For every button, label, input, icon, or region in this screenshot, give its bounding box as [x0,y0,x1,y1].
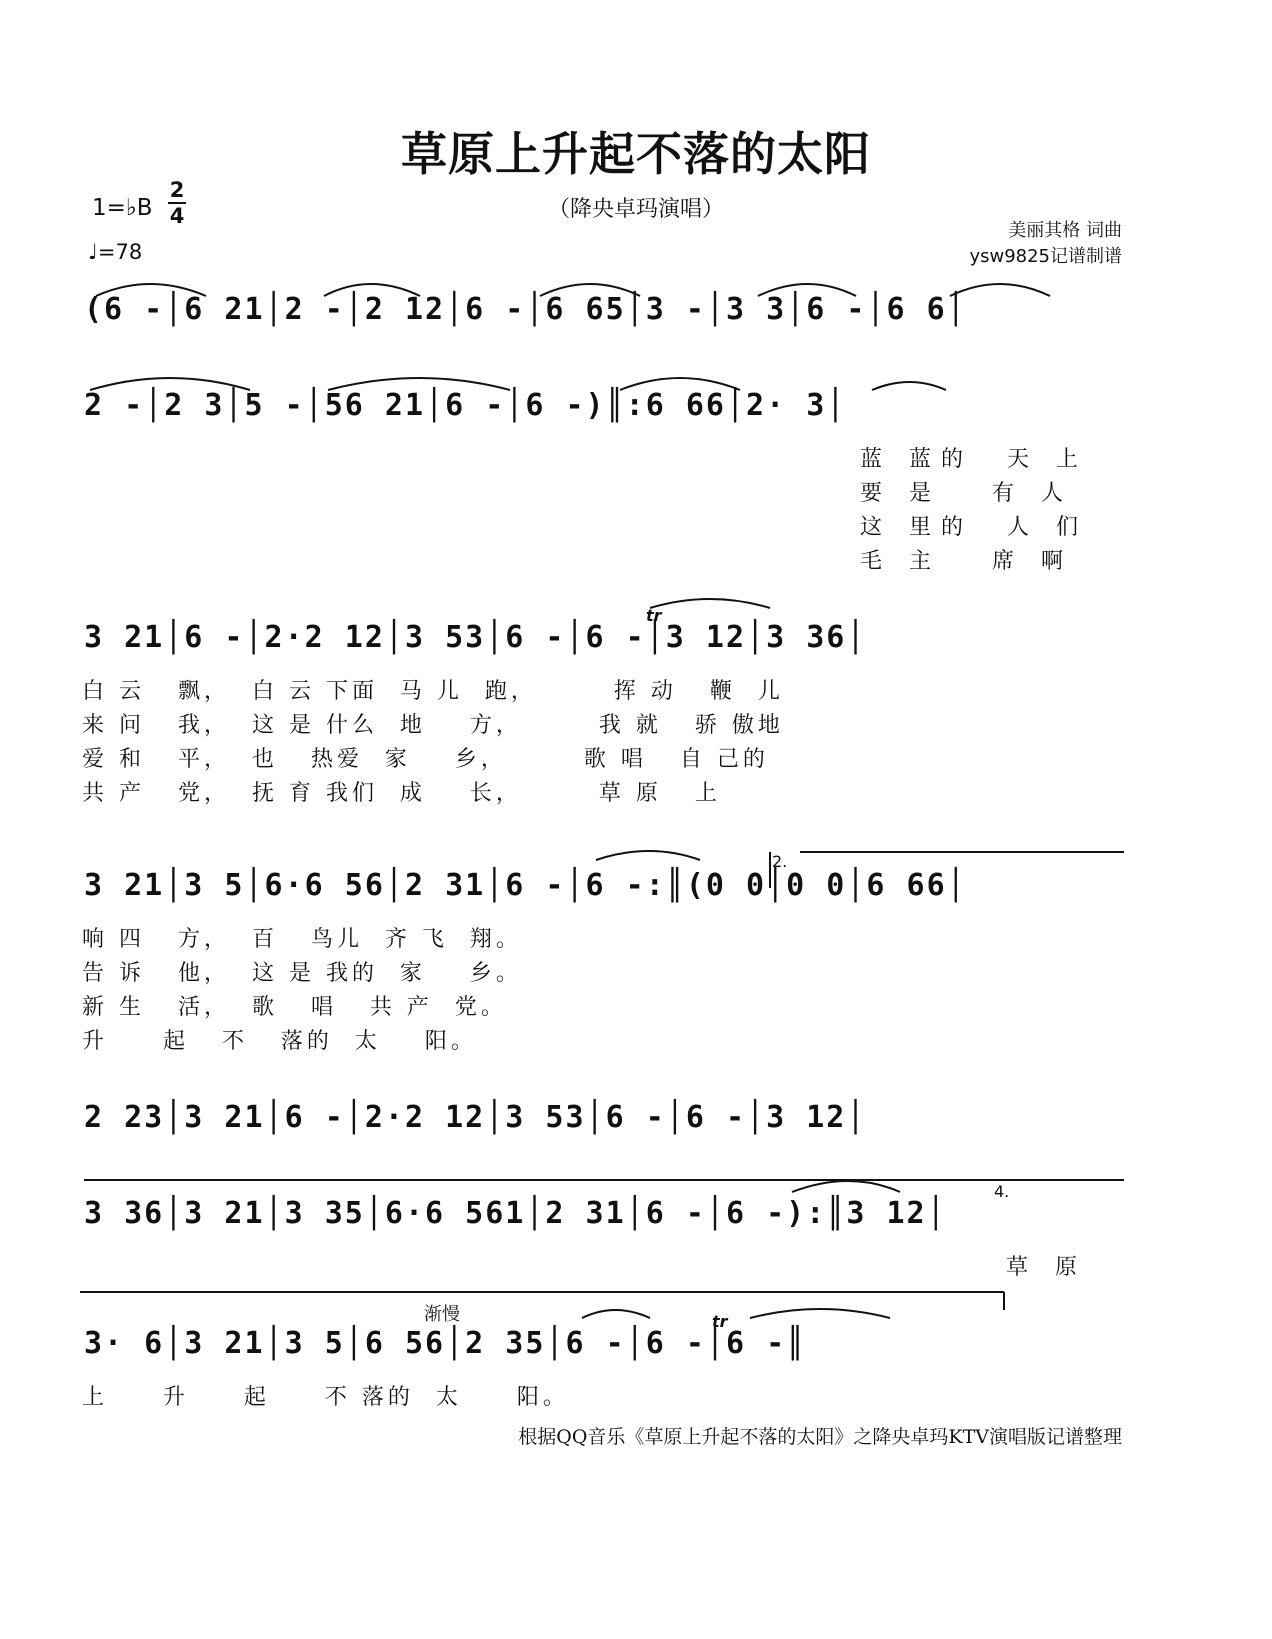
lyric-line: 共 产 党， 抚 育 我们 成 长， 草 原 上 [82,781,721,806]
lyric-line: 毛 主 席 啊 [860,549,1073,574]
lyric-line: 来 问 我， 这 是 什么 地 方， 我 就 骄 傲地 [82,713,784,738]
trill-marker: tr [646,606,662,625]
lyric-line: 白 云 飘， 白 云 下面 马 儿 跑， 挥 动 鞭 儿 [82,679,784,704]
notation-row-3: 3 21│6 -│2·2 12│3 53│6 -│6 -│3 12│3 36│ [84,620,867,655]
tempo-marking: ♩=78 [88,240,143,264]
lyric-line: 升 起 不 落的 太 阳。 [82,1029,477,1054]
source-note: 根据QQ音乐《草原上升起不落的太阳》之降央卓玛KTV演唱版记谱整理 [518,1426,1122,1448]
notation-row-5: 2 23│3 21│6 -│2·2 12│3 53│6 -│6 -│3 12│ [84,1100,867,1135]
notation-row-1: (6 -│6 21│2 -│2 12│6 -│6 65│3 -│3 3│6 -│6 6│ [84,292,967,327]
lyric-line: 蓝 蓝的 天 上 [860,447,1088,472]
lyric-line: 上 升 起 不 落的 太 阳。 [82,1385,569,1410]
lyric-line: 爱 和 平， 也 热爱 家 乡， 歌 唱 自 己的 [82,747,769,772]
time-signature [166,178,188,228]
lyric-line: 告 诉 他， 这 是 我的 家 乡。 [82,961,522,986]
notation-row-4: 3 21│3 5│6·6 56│2 31│6 -│6 -:║(0 0│0 0│6 66│ [84,868,967,903]
notation-row-7: 3· 6│3 21│3 5│6 56│2 35│6 -│6 -│6 -║ [84,1326,807,1361]
volta-2-marker: 2. [772,852,788,871]
tempo-change-marker: 渐慢 [424,1304,460,1325]
transcriber: ysw9825记谱制谱 [969,246,1122,267]
notation-row-2: 2 -│2 3│5 -│56 21│6 -│6 -)║:6 66│2· 3│ [84,388,847,423]
lyricist-composer: 美丽其格 词曲 [1008,220,1122,241]
lyric-line: 草 原 [1006,1255,1087,1280]
lyric-line: 这 里的 人 们 [860,515,1088,540]
trill-marker: tr [712,1312,728,1331]
meter-top: 2 [169,178,185,202]
lyric-line: 新 生 活， 歌 唱 共 产 党。 [82,995,507,1020]
key-signature: 1=♭B [92,195,153,221]
lyric-line: 要 是 有 人 [860,481,1073,506]
meter-bottom: 4 [169,204,185,228]
volta-4-marker: 4. [994,1182,1010,1201]
score-title: 草原上升起不落的太阳 [401,127,871,181]
notation-row-6: 3 36│3 21│3 35│6·6 561│2 31│6 -│6 -):║3 12│ [84,1196,947,1231]
lyric-line: 响 四 方， 百 鸟儿 齐 飞 翔。 [82,927,522,952]
score-subtitle: （降央卓玛演唱） [547,197,724,222]
